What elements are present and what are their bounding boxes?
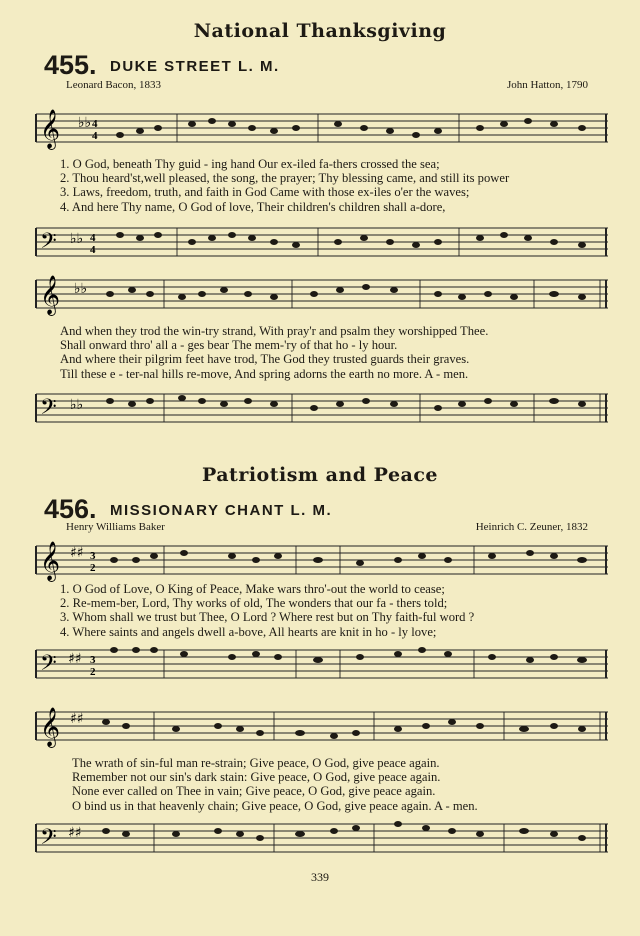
svg-text:𝄢: 𝄢	[40, 651, 57, 681]
lyric-line: Till these e - ter-nal hills re-move, And spring adorns the earth no more. A - men.	[60, 366, 469, 381]
lyric-line: The wrath of sin-ful man re-strain; Give peace, O God, give peace again.	[72, 756, 440, 770]
svg-text:𝄢: 𝄢	[40, 229, 57, 259]
lyric-line: 4. Where saints and angels dwell a-bove, All hearts are knit in ho - ly love;	[60, 624, 437, 639]
bass-staff	[34, 814, 610, 862]
svg-text:♯♯: ♯♯	[70, 545, 84, 561]
svg-text:♯♯: ♯♯	[68, 651, 82, 667]
section-title: Patriotism and Peace	[201, 464, 439, 486]
tune-name: MISSIONARY CHANT L. M.	[110, 502, 333, 519]
svg-text:𝄢: 𝄢	[40, 825, 57, 855]
lyric-line: O bind us in that heavenly chain; Give peace, O God, give peace again. A - men.	[72, 798, 478, 813]
svg-text:𝄞: 𝄞	[40, 541, 61, 581]
svg-text:4: 4	[92, 130, 98, 142]
svg-text:♭♭: ♭♭	[74, 281, 88, 297]
svg-text:𝄢: 𝄢	[40, 395, 57, 425]
lyric-line: 1. O God of Love, O King of Peace, Make wars thro'-out the world to cease;	[60, 582, 445, 596]
svg-text:𝄞: 𝄞	[40, 109, 61, 149]
lyric-line: 3. Whom shall we trust but Thee, O Lord ? Where rest but on Thy faith-ful word ?	[60, 610, 475, 625]
svg-text:2: 2	[90, 562, 96, 574]
lyric-line: None ever called on Thee in vain; Give peace, O God, give peace again.	[72, 784, 436, 799]
words-credit: Henry Williams Baker	[66, 521, 165, 533]
bass-staff	[34, 384, 610, 432]
lyric-line: And where their pilgrim feet have trod, The God they trusted guards their graves.	[60, 352, 470, 367]
svg-text:♭♭: ♭♭	[70, 397, 84, 413]
music-credit: Heinrich C. Zeuner, 1832	[475, 521, 588, 533]
page-number: 339	[311, 870, 329, 884]
svg-text:♯♯: ♯♯	[68, 825, 82, 841]
music-credit: John Hatton, 1790	[507, 79, 588, 91]
svg-text:3: 3	[90, 654, 96, 666]
svg-text:𝄞: 𝄞	[40, 707, 61, 747]
refrain-lyrics	[72, 756, 478, 813]
svg-text:♭♭: ♭♭	[78, 115, 92, 131]
lyric-line: 1. O God, beneath Thy guid - ing hand Our ex-iled fa-thers crossed the sea;	[60, 157, 440, 171]
treble-staff	[34, 702, 610, 750]
svg-text:3: 3	[90, 550, 96, 562]
tune-name: DUKE STREET L. M.	[110, 58, 280, 75]
section-title: National Thanksgiving	[193, 20, 447, 42]
svg-text:♭♭: ♭♭	[70, 231, 84, 247]
lyric-line: 3. Laws, freedom, truth, and faith in God Came with those ex-iles o'er the waves;	[60, 185, 470, 200]
lyric-line: 2. Thou heard'st,well pleased, the song, the prayer; Thy blessing came, and still its power	[60, 171, 510, 186]
hymn-number: 455.	[44, 50, 97, 80]
svg-text:𝄞: 𝄞	[40, 275, 61, 315]
svg-text:4: 4	[90, 232, 96, 244]
lyric-line: And when they trod the win-try strand, With pray'r and psalm they worshipped Thee.	[60, 324, 489, 338]
lyric-line: 4. And here Thy name, O God of love, Their children's children shall a-dore,	[60, 199, 446, 214]
verse-lyrics	[60, 582, 474, 639]
lyric-line: 2. Re-mem-ber, Lord, Thy works of old, The wonders that our fa - thers told;	[60, 596, 448, 611]
svg-text:4: 4	[90, 244, 96, 256]
treble-staff	[34, 270, 610, 318]
svg-text:2: 2	[90, 666, 96, 678]
bass-staff	[34, 640, 610, 688]
treble-staff	[34, 104, 610, 152]
lyric-line: Shall onward thro' all a - ges bear The mem-'ry of that ho - ly hour.	[60, 338, 398, 353]
svg-text:♯♯: ♯♯	[70, 711, 84, 727]
treble-staff	[34, 536, 610, 584]
lyric-line: Remember not our sin's dark stain: Give peace, O God, give peace again.	[72, 770, 441, 785]
refrain-lyrics	[60, 324, 488, 381]
bass-staff	[34, 218, 610, 266]
verse-lyrics	[60, 157, 509, 214]
svg-text:4: 4	[92, 118, 98, 130]
hymn-number: 456.	[44, 494, 97, 524]
words-credit: Leonard Bacon, 1833	[66, 79, 161, 91]
